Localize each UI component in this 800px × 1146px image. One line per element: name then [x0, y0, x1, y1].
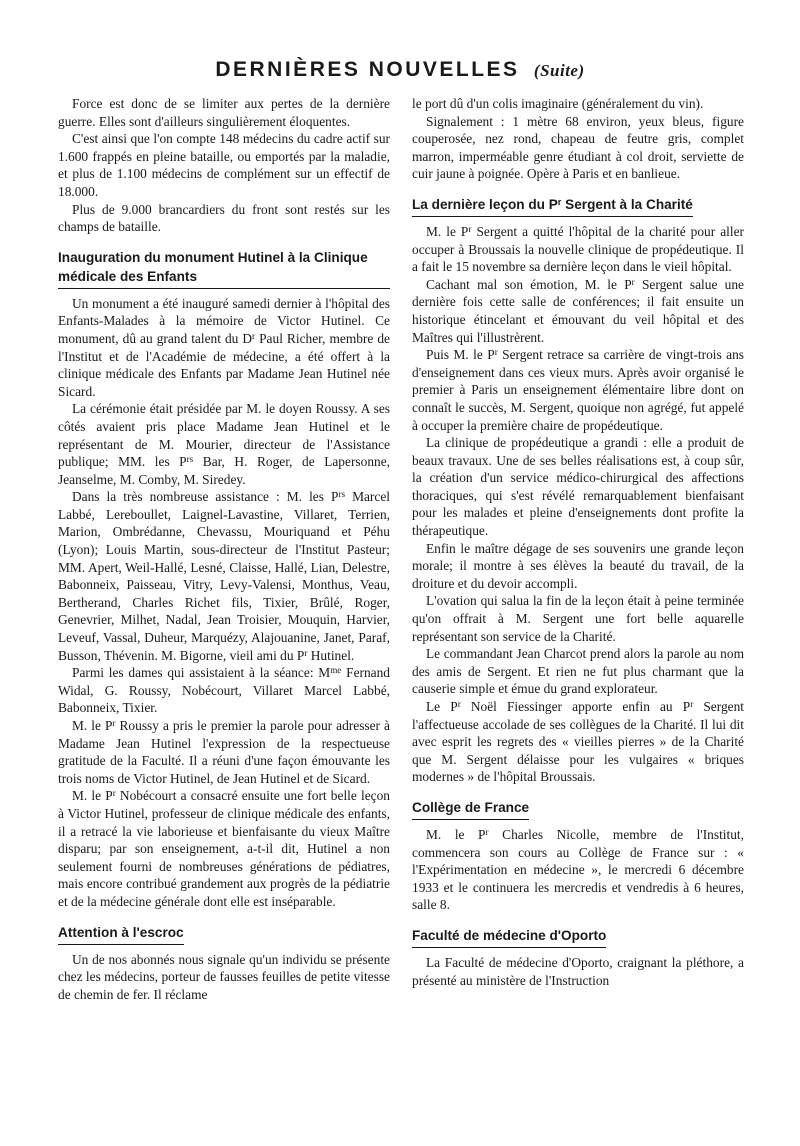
paragraph: M. le $P^r$ Roussy a pris le premier la parole pour adresser à Madame Jean Hutinel l'expression de la respectueuse gratitude de la Faculté. Il a réuni d'une façon émouvante les trois noms de Victor Hutinel, de Jean Hutinel et de Sicard.	[58, 717, 390, 786]
paragraph: Plus de 9.000 brancardiers du front sont restés sur les champs de bataille.	[58, 201, 390, 235]
paragraph: Un monument a été inauguré samedi dernier à l'hôpital des Enfants-Malades à la mémoire de Victor Hutinel. Ce monument, dû au grand talent du $D^r$ Paul Richer, membre de l'Institut et de l'Académie de médecine, a été offert à la clinique médicale des Enfants par Madame Jean Hutinel née Sicard.	[58, 295, 390, 399]
paragraph: Le $P^r$ Noël Fiessinger apporte enfin au $P^r$ Sergent l'affectueuse accolade de ses collègues de la Charité. Il lui dit avec esprit les regrets des « vieilles pierres » de la Charité que M. Sergent délaisse pour les vulgaires « briques modernes » de l'hôpital Broussais.	[412, 698, 744, 785]
paragraph: M. le $P^r$ Nobécourt a consacré ensuite une fort belle leçon à Victor Hutinel, professeur de clinique médicale des enfants, il a retracé la vie laborieuse et bienfaisante du vieux Maître disparu; par son enseignement, a-t-il dit, Hutinel a non seulement fourni de nombreuses générations de pédiatres, mais encore contribué grandement aux progrès de la pédiatrie et de la médecine générale dont elle est inséparable.	[58, 788, 390, 909]
paragraph: L'ovation qui salua la fin de la leçon était à peine terminée qu'on offrait à M. Sergent une fort belle aquarelle représentant son service de la Charité.	[412, 593, 744, 644]
paragraph: La cérémonie était présidée par M. le doyen Roussy. A ses côtés avaient pris place Madame Jean Hutinel et le représentant de M. Mourier, directeur de l'Assistance publique; MM. les $P^{rs}$ Bar, H. Roger, de Lapersonne, Jeanselme, M. Comby, M. Siredey.	[58, 401, 390, 487]
paragraph: Parmi les dames qui assistaient à la séance: $M^{me}$ Fernand Widal, G. Roussy, Nobécourt, Villaret Marcel Labbé, Babonneix, Tixier.	[58, 665, 390, 716]
paragraph: C'est ainsi que l'on compte 148 médecins du cadre actif sur 1.600 frappés en pleine bataille, ou emportés par la maladie, et plus de 1.100 médecins de complément sur un effectif de 18.000.	[58, 131, 390, 199]
paragraph: M. le $P^r$ Sergent a quitté l'hôpital de la charité pour aller occuper à Broussais la nouvelle clinique de propédeutique. Il a fait le 15 novembre sa dernière leçon dans le vieil hôpital.	[412, 223, 744, 275]
paragraph: le port dû d'un colis imaginaire (généralement du vin).	[412, 96, 704, 111]
heading-escroc: Attention à l'escroc	[58, 923, 184, 945]
paragraph: M. le $P^r$ Charles Nicolle, membre de l'Institut, commencera son cours au Collège de France sur : « l'Expérimentation en médecine », le mercredi 6 décembre 1933 et le continuera les mercredis et vendredis à 6 heures, salle 8.	[412, 826, 745, 913]
header-title: DERNIÈRES NOUVELLES	[215, 58, 520, 81]
page-header	[0, 58, 800, 82]
paragraph: La Faculté de médecine d'Oporto, craignant la pléthore, a présenté au ministère de l'Instruction	[412, 954, 744, 988]
paragraph: Le commandant Jean Charcot prend alors la parole au nom des amis de Sergent. Et rien ne fut plus charmant que la causerie simple et émue du grand explorateur.	[412, 646, 744, 697]
paragraph: Dans la très nombreuse assistance : M. les $P^{rs}$ Marcel Labbé, Lereboullet, Laignel-Lavastine, Villaret, Terrien, Marion, Ombrédanne, Chevassu, Mouriquand et Péhu (Lyon); Louis Martin, sous-directeur de l'Institut Pasteur; MM. Apert, Weil-Hallé, Lesné, Claisse, Hallé, Lian, Delestre, Babonneix, Paisseau, Vitry, Levy-Valensi, Monthus, Veau, Bertherand, Charles Richet fils, Tixier, Brûlé, Roger, Genevrier, Milhet, Nadal, Jean Troisier, Mouquin, Harvier, Leveuf, Vassal, Duheur, Marquézy, Alajouanine, Janet, Paraf, Busson, Thévenin. M. Bigorne, vieil ami du $P^r$ Hutinel.	[58, 489, 390, 663]
right-column	[412, 95, 744, 989]
paragraph: Enfin le maître dégage de ses souvenirs une grande leçon morale; il montre à ses élèves la beauté du travail, de la droiture et du devoir accompli.	[412, 540, 744, 591]
paragraph: Puis M. le $P^r$ Sergent retrace sa carrière de vingt-trois ans d'enseignement dans ces vieux murs. Après avoir organisé le premier à Paris un enseignement élémentaire libre dont on connaît le succès, M. Sergent, quoique non agrégé, fut appelé à occuper la première chaire de propédeutique.	[412, 347, 744, 433]
paragraph: Cachant mal son émotion, M. le $P^r$ Sergent salue une dernière fois cette salle de conférences; il fait ensuite un historique étincelant et émouvant du veil hôpital et des Maîtres qui l'illustrèrent.	[412, 276, 744, 345]
paragraph: Un de nos abonnés nous signale qu'un individu se présente chez les médecins, porteur de fausses feuilles de petite vitesse de chemin de fer. Il réclame	[58, 951, 390, 1002]
heading-hutinel: Inauguration du monument Hutinel à la Clinique médicale des Enfants	[58, 248, 390, 289]
left-column	[58, 95, 390, 1003]
header-suite: (Suite)	[533, 61, 585, 80]
heading-sergent: La dernière leçon du $P^r$ Sergent à la Charité	[412, 195, 693, 217]
paragraph: La clinique de propédeutique a grandi : elle a produit de beaux travaux. Une de ses belles réalisations est, à coup sûr, la création d'un service médico-chirurgical des affections thoraciques, qui s'est révélé remarquablement bienfaisant pour les malades et pleine d'enseignements dont profite la thérapeutique.	[412, 435, 744, 539]
paragraph: Signalement : 1 mètre 68 environ, yeux bleus, figure couperosée, nez rond, chapeau de feutre gris, complet marron, imperméable genre étudiant à col droit, serviette de cuir jaune à poignée. Opère à Paris et en banlieue.	[412, 113, 744, 182]
heading-oporto: Faculté de médecine d'Oporto	[412, 926, 606, 948]
paragraph: Force est donc de se limiter aux pertes de la dernière guerre. Elles sont d'ailleurs singulièrement éloquentes.	[58, 96, 390, 129]
heading-college: Collège de France	[412, 798, 529, 820]
